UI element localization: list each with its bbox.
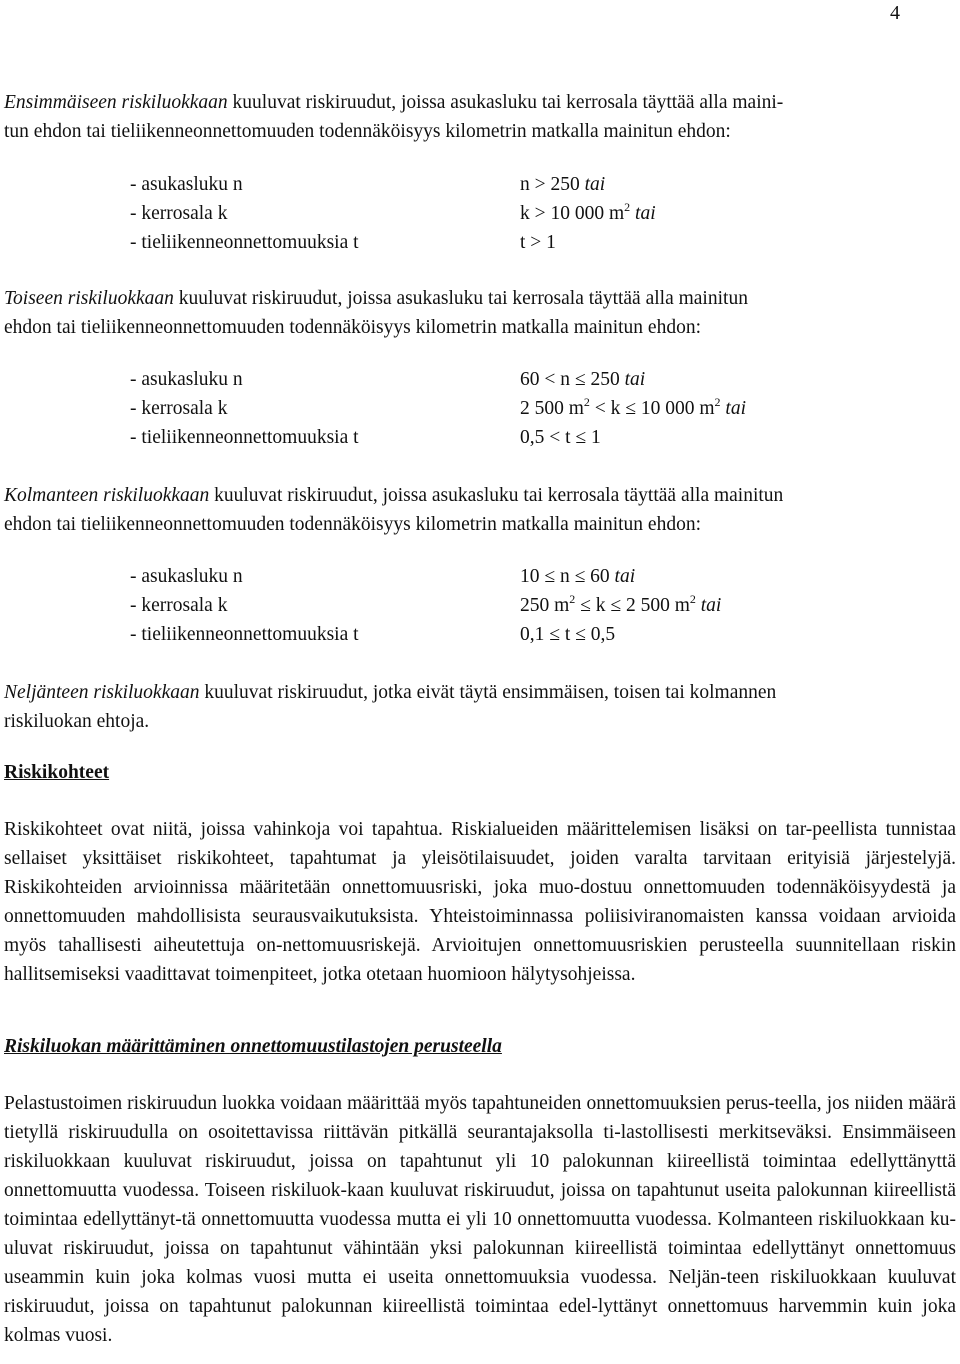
- criteria-label: - kerrosala k: [130, 595, 228, 616]
- criteria-row: [0, 395, 960, 426]
- criteria-row: [0, 232, 960, 260]
- section-heading-statistics: Riskiluokan määrittäminen onnettomuustilastojen perusteella: [4, 1036, 502, 1057]
- statistics-paragraph: Pelastustoimen riskiruudun luokka voidaan määrittää myös tapahtuneiden onnettomuuksien perus-teella, jos niiden määrä tietyllä riskiruudulla on osoitettavissa riittävän pitkällä seurantajaksolla ti-lastollisesti merkitseväksi. Ensimmäiseen riskiluokkaan kuuluvat riskiruudut, joissa on tapahtunut yli 10 palokunnan kiireellistä toimintaa edellyttänyttä onnettomuutta vuodessa. Toiseen riskiluok-kaan kuuluvat riskiruudut, joissa on tapahtunut useita palokunnan kiireellistä toimintaa edellyttänyt-tä onnettomuutta vuodessa mutta ei yli 10 onnettomuutta vuodessa. Kolmanteen riskiluokkaan ku-uluvat riskiruudut, joissa on tapahtunut vähintään yksi palokunnan kiireellistä toimintaa edellyttänyt onnettomuus useammin kuin joka kolmas vuosi mutta ei useita onnettomuuksia vuodessa. Neljän-teen riskiluokkaan kuuluvat riskiruudut, joissa on tapahtunut palokunnan kiireellistä toimintaa edel-lyttänyt onnettomuus harvemmin kuin joka kolmas vuosi.: [4, 1093, 956, 1346]
- risk-class-3-intro: Kolmanteen riskiluokkaan kuuluvat riskiruudut, joissa asukasluku tai kerrosala täyttää alla mainitun ehdon tai tieliikenneonnettomuuden todennäköisyys kilometrin matkalla mainitun ehdon:: [4, 485, 784, 535]
- criteria-label: - tieliikenneonnettomuuksia t: [130, 232, 359, 253]
- criteria-condition: k > 10 000 $m^2$ tai: [520, 200, 656, 224]
- risk-class-4-intro: Neljänteen riskiluokkaan kuuluvat riskiruudut, jotka eivät täytä ensimmäisen, toisen tai kolmannen riskiluokan ehtoja.: [4, 682, 777, 732]
- criteria-row: [0, 369, 960, 397]
- criteria-label: - tieliikenneonnettomuuksia t: [130, 427, 359, 448]
- criteria-condition: 0,1 ≤ t ≤ 0,5: [520, 624, 616, 645]
- risk-class-4-term: Neljänteen riskiluokkaan: [4, 682, 200, 703]
- criteria-row: [0, 174, 960, 202]
- criteria-row: [0, 427, 960, 455]
- criteria-condition: n > 250 tai: [520, 174, 606, 195]
- risk-class-1-term: Ensimmäiseen riskiluokkaan: [4, 92, 228, 113]
- section-heading-riskikohteet: Riskikohteet: [4, 762, 110, 783]
- criteria-label: - kerrosala k: [130, 398, 228, 419]
- risk-class-1-intro: Ensimmäiseen riskiluokkaan kuuluvat riskiruudut, joissa asukasluku tai kerrosala täyttää alla maini- tun ehdon tai tieliikenneonnettomuuden todennäköisyys kilometrin matkalla mainitun ehdon:: [4, 92, 784, 142]
- criteria-label: - tieliikenneonnettomuuksia t: [130, 624, 359, 645]
- criteria-row: [0, 592, 960, 623]
- risk-class-3-term: Kolmanteen riskiluokkaan: [4, 485, 210, 506]
- risk-class-2-intro: Toiseen riskiluokkaan kuuluvat riskiruudut, joissa asukasluku tai kerrosala täyttää alla mainitun ehdon tai tieliikenneonnettomuuden todennäköisyys kilometrin matkalla mainitun ehdon:: [4, 288, 748, 338]
- risk-class-2-term: Toiseen riskiluokkaan: [4, 288, 174, 309]
- criteria-label: - asukasluku n: [130, 566, 243, 587]
- criteria-condition: 60 < n ≤ 250 tai: [520, 369, 646, 390]
- criteria-label: - kerrosala k: [130, 203, 228, 224]
- criteria-label: - asukasluku n: [130, 369, 243, 390]
- riskikohteet-paragraph: Riskikohteet ovat niitä, joissa vahinkoja voi tapahtua. Riskialueiden määrittelemisen lisäksi on tar-peellista tunnistaa sellaiset yksittäiset riskikohteet, tapahtumat ja yleisötilaisuudet, joiden varalta tarvitaan erityisiä järjestelyjä. Riskikohteiden arvioinnissa määritetään onnettomuusriski, joka muo-dostuu onnettomuuden todennäköisyydestä ja onnettomuuden mahdollisista seurausvaikutuksista. Yhteistoiminnassa poliisiviranomaisten kanssa voidaan arvioida myös tahallisesti aiheutettuja on-nettomuusriskejä. Arvioitujen onnettomuusriskien perusteella suunnitellaan riskin hallitsemiseksi vaadittavat toimenpiteet, jotka otetaan huomioon hälytysohjeissa.: [4, 819, 956, 985]
- criteria-condition: 250 $m^2 \le k \le 2$ 500 $m^2$ tai: [520, 592, 722, 616]
- criteria-condition: t > 1: [520, 232, 556, 253]
- criteria-row: [0, 200, 960, 231]
- criteria-row: [0, 624, 960, 652]
- criteria-condition: 2 500 $m^2 < k \le 10$ 000 $m^2$ tai: [520, 395, 747, 419]
- criteria-row: [0, 566, 960, 594]
- criteria-condition: 0,5 < t ≤ 1: [520, 427, 601, 448]
- criteria-label: - asukasluku n: [130, 174, 243, 195]
- page-number: 4: [890, 2, 900, 24]
- criteria-condition: 10 ≤ n ≤ 60 tai: [520, 566, 636, 587]
